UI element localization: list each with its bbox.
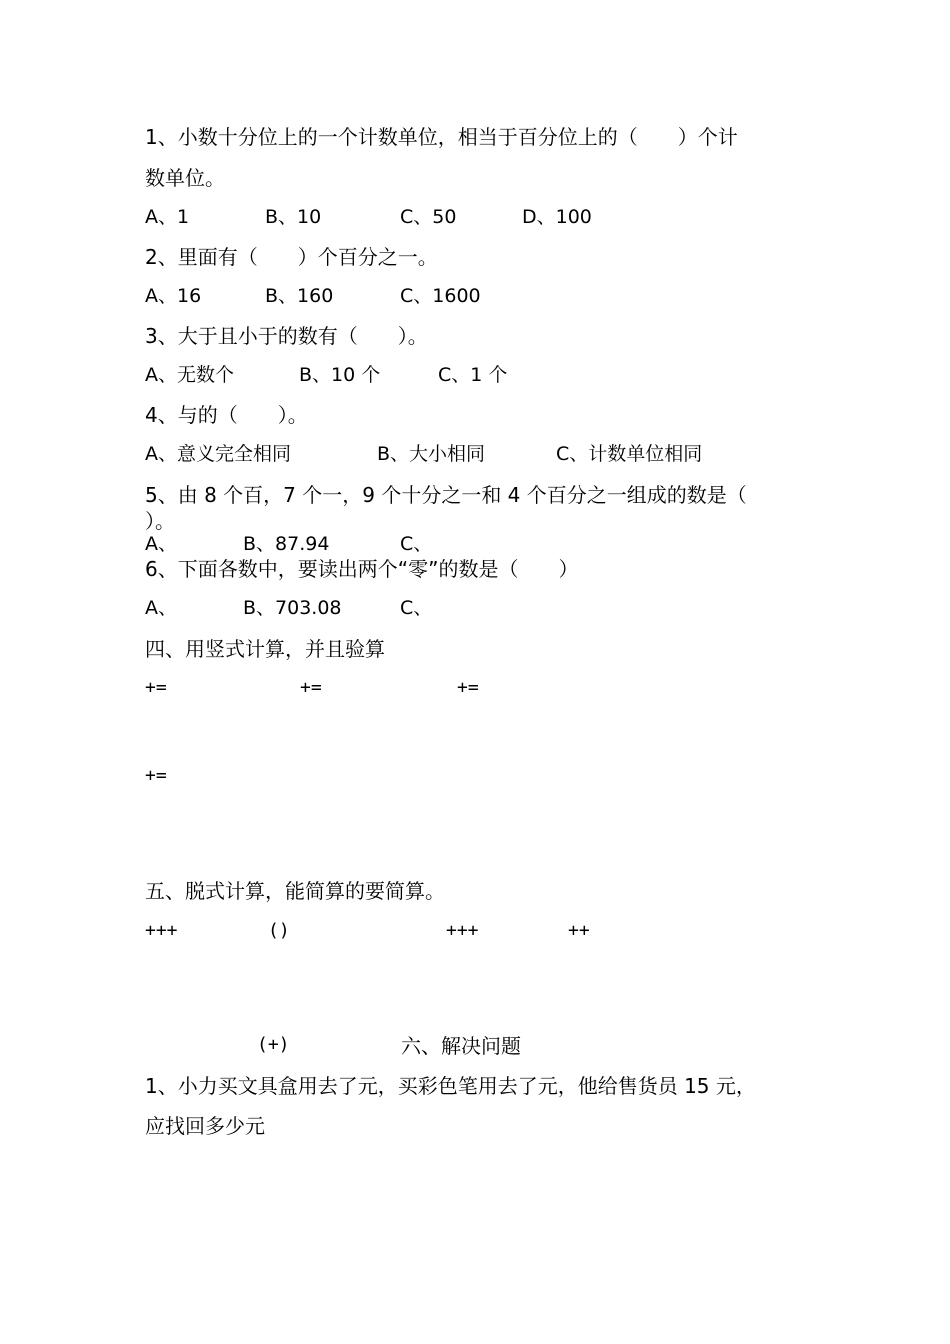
section-4-expr-1: += <box>145 677 167 698</box>
question-5-option-a: A、 <box>145 533 177 555</box>
question-3-option-b: B、10 个 <box>299 364 381 386</box>
question-2-option-c: C、1600 <box>400 285 481 307</box>
question-1-option-d: D、100 <box>522 206 592 228</box>
question-1-option-a: A、1 <box>145 206 190 228</box>
question-4-option-b: B、大小相同 <box>377 443 486 465</box>
section-5-expr-5: (+) <box>257 1034 290 1055</box>
question-5-line-2: ）。 <box>145 509 175 533</box>
question-6-text: 6、下面各数中，要读出两个“零”的数是（ ） <box>145 557 579 581</box>
question-4-text: 4、与的（ ）。 <box>145 403 308 427</box>
question-3-text: 3、大于且小于的数有（ ）。 <box>145 324 428 348</box>
question-1-option-c: C、50 <box>400 206 457 228</box>
question-2-text: 2、里面有（ ）个百分之一。 <box>145 245 438 269</box>
section-4-expr-2: += <box>300 677 322 698</box>
section-5-expr-1: +++ <box>145 920 178 941</box>
question-6-option-b: B、703.08 <box>243 597 342 619</box>
section-5-expr-2: () <box>268 920 290 941</box>
question-2-option-b: B、160 <box>265 285 334 307</box>
section-5-expr-3: +++ <box>446 920 479 941</box>
section-4-expr-3: += <box>457 677 479 698</box>
section-6-problem-1-line-1: 1、小力买文具盒用去了元，买彩色笔用去了元，他给售货员 15 元， <box>145 1074 756 1098</box>
question-1-line-1: 1、小数十分位上的一个计数单位，相当于百分位上的（ ）个计 <box>145 125 738 149</box>
section-4-title: 四、用竖式计算，并且验算 <box>145 637 385 661</box>
question-3-option-c: C、1 个 <box>438 364 508 386</box>
question-6-option-c: C、 <box>400 597 433 619</box>
question-4-option-a: A、意义完全相同 <box>145 443 291 465</box>
question-6-option-a: A、 <box>145 597 177 619</box>
question-5-option-c: C、 <box>400 533 433 555</box>
question-1-option-b: B、10 <box>265 206 322 228</box>
question-2-option-a: A、16 <box>145 285 202 307</box>
section-6-problem-1-line-2: 应找回多少元 <box>145 1114 265 1138</box>
question-5-line-1: 5、由 8 个百，7 个一，9 个十分之一和 4 个百分之一组成的数是（ <box>145 483 747 507</box>
question-1-line-2: 数单位。 <box>145 166 225 190</box>
question-5-option-b: B、87.94 <box>243 533 330 555</box>
section-5-expr-4: ++ <box>568 920 590 941</box>
section-6-title: 六、解决问题 <box>401 1034 521 1058</box>
question-4-option-c: C、计数单位相同 <box>556 443 703 465</box>
question-3-option-a: A、无数个 <box>145 364 234 386</box>
section-5-title: 五、脱式计算，能简算的要简算。 <box>145 879 445 903</box>
section-4-expr-4: += <box>145 765 167 786</box>
